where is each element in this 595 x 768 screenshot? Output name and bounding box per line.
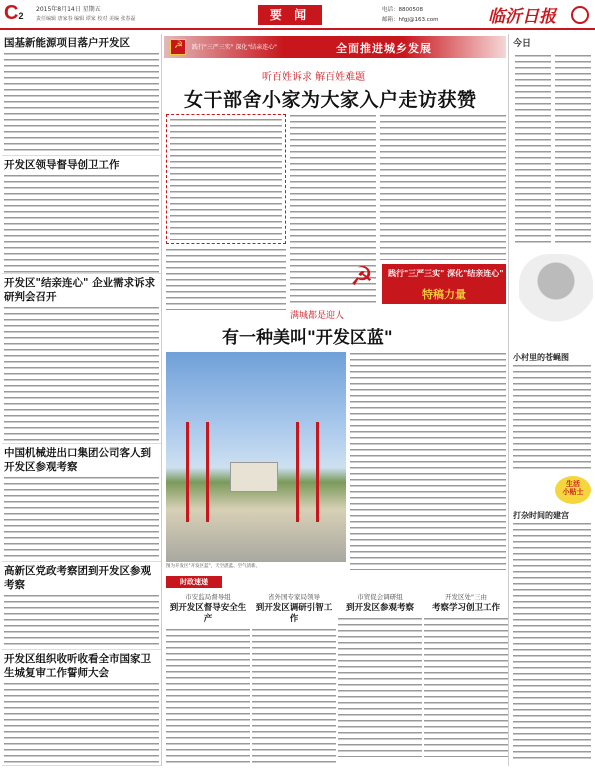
bottom-article — [338, 592, 422, 766]
article-title: 开发区领导督导创卫工作 — [4, 159, 120, 171]
story-intro-box — [166, 114, 286, 244]
bottom-body — [166, 628, 250, 766]
banner-slogan: 全面推进城乡发展 — [336, 42, 432, 55]
bottom-body — [338, 617, 422, 757]
sidebar-text — [513, 522, 591, 762]
bottom-article — [424, 592, 508, 766]
top-banner — [164, 36, 506, 58]
sidebar-vertical-text — [515, 54, 551, 244]
left-article — [2, 562, 161, 650]
section-title: 要 闻 — [258, 5, 322, 25]
page-number: C2 — [4, 2, 24, 24]
article-body — [4, 476, 159, 562]
bottom-kicker: 省外国专家局领导 — [268, 593, 320, 601]
sidebar-title-today: 今日 — [513, 39, 532, 49]
main-kicker: 听百姓诉求 解百姓难题 — [262, 72, 366, 83]
mid-banner — [382, 264, 506, 304]
flag-pole — [296, 422, 299, 522]
bottom-kicker: 市安监局督导组 — [185, 593, 231, 601]
bottom-kicker: 开发区处"三由 — [445, 593, 487, 601]
main-headline: 女干部舍小家为大家入户走访获赞 — [184, 89, 477, 111]
gate-sign — [230, 462, 278, 492]
left-news-column — [2, 34, 162, 766]
feature-headline: 有一种美叫"开发区蓝" — [222, 328, 393, 348]
flag-pole — [186, 422, 189, 522]
flag-pole — [206, 422, 209, 522]
portrait-illustration — [519, 254, 593, 344]
article-body — [4, 594, 159, 650]
article-body — [4, 174, 159, 274]
sidebar-title-time: 打杂时间的建宫 — [513, 511, 569, 520]
bottom-title: 考察学习创卫工作 — [431, 603, 500, 613]
news-flash-label: 时政速递 — [166, 576, 222, 588]
article-title: 开发区组织收听收看全市国家卫生城复审工作誓师大会 — [4, 653, 151, 679]
newspaper-masthead: 临沂日报 — [488, 7, 556, 27]
left-article — [2, 274, 161, 444]
feature-text — [350, 352, 506, 570]
blue-sky-photo — [166, 352, 346, 562]
left-article — [2, 444, 161, 562]
flag-pole — [316, 422, 319, 522]
contact-email: 邮箱：hfgj@163.com — [382, 17, 439, 23]
feature-kicker: 满城都是迎人 — [290, 311, 345, 321]
story-text-col3 — [380, 114, 506, 260]
bottom-title: 到开发区调研引智工作 — [255, 603, 333, 624]
intro-text — [170, 118, 282, 240]
mid-banner-line1: 践行"三严三实" 深化"结亲连心" — [388, 269, 504, 278]
article-body — [4, 682, 159, 766]
mid-banner-line2: 特稿力量 — [422, 288, 466, 301]
article-title: 中国机械进出口集团公司客人到开发区参观考察 — [4, 447, 151, 473]
banner-caption: 践行"三严三实" 深化"结亲连心" — [192, 44, 277, 51]
page-header — [0, 0, 595, 30]
bottom-article — [252, 592, 336, 766]
bottom-body — [252, 628, 336, 766]
sidebar-text — [513, 364, 591, 470]
party-emblem-icon: ☭ — [350, 262, 374, 292]
sidebar-vertical-text — [555, 54, 591, 244]
article-body — [4, 306, 159, 444]
contact-phone: 电话：8800508 — [382, 7, 423, 13]
bottom-title: 到开发区督导安全生产 — [169, 603, 247, 624]
party-flag-icon — [170, 39, 186, 55]
bottom-article — [166, 592, 250, 766]
issue-date: 2015年8月14日 星期五 — [36, 6, 101, 13]
life-tips-badge: 生活 小贴士 — [555, 476, 591, 504]
bottom-body — [424, 617, 508, 757]
newspaper-seal-icon — [571, 6, 589, 24]
left-article — [2, 650, 161, 766]
bottom-kicker: 市贸促会调研组 — [357, 593, 403, 601]
photo-caption: 图为开发区"开发区蓝"，天空湛蓝、空气清新。 — [166, 564, 261, 569]
article-title: 高新区党政考察团到开发区参观考察 — [4, 565, 151, 591]
sidebar-title-village: 小村里的苍蝇图 — [513, 353, 569, 362]
left-article — [2, 34, 161, 156]
article-title: 国基新能源项目落户开发区 — [4, 37, 130, 49]
editor-credits: 责任编辑 唐家春 编辑 谭家 校对 美编 张春磊 — [36, 16, 136, 22]
article-title: 开发区"结亲连心" 企业需求诉求研判会召开 — [4, 277, 156, 303]
bottom-title: 到开发区参观考察 — [345, 603, 414, 613]
story-text-col1 — [166, 248, 286, 310]
right-sidebar — [508, 34, 594, 766]
left-article — [2, 156, 161, 274]
article-body — [4, 52, 159, 156]
